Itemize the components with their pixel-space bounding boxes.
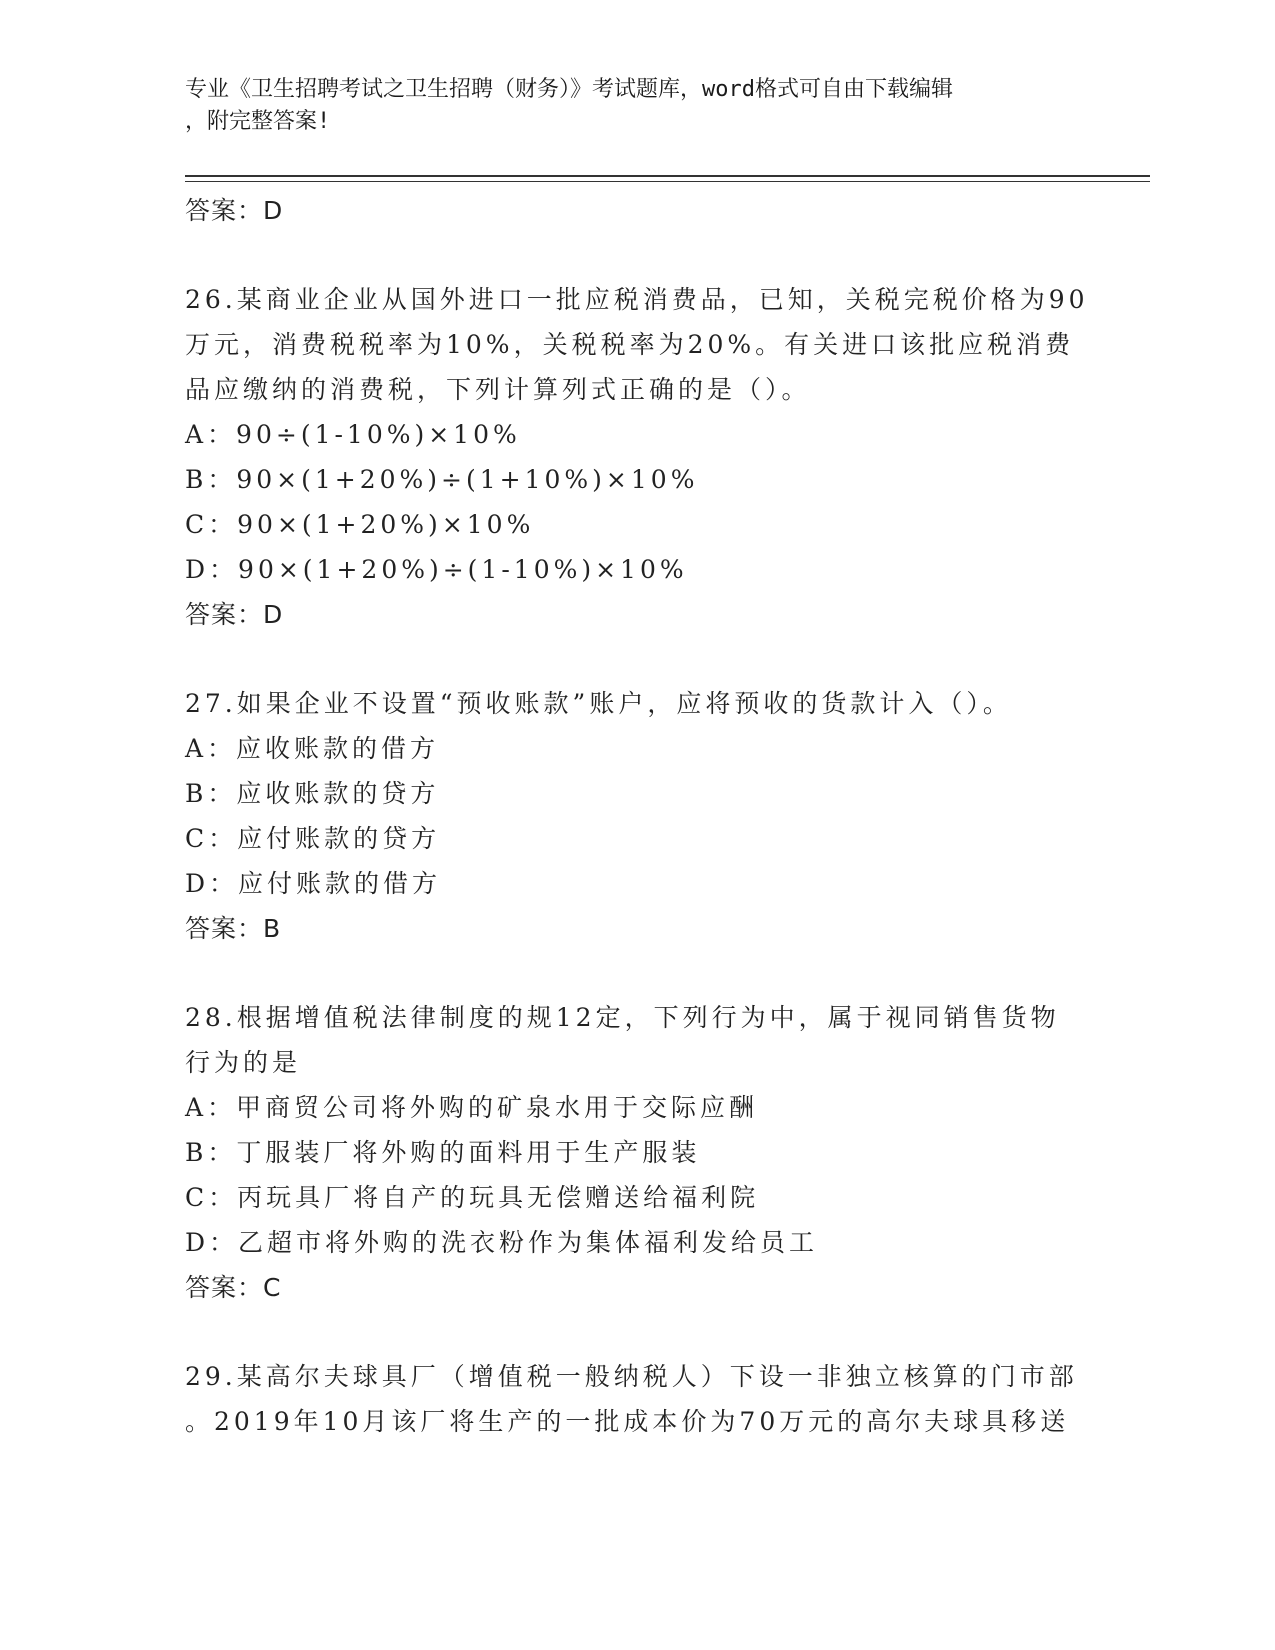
- option-b: B：丁服装厂将外购的面料用于生产服装: [185, 1138, 701, 1167]
- spacer: [185, 1310, 1085, 1354]
- document-header: [185, 74, 1085, 138]
- answer-line: 答案：D: [185, 600, 284, 629]
- question-text-line: 29.某高尔夫球具厂（增值税一般纳税人）下设一非独立核算的门市部: [185, 1362, 1078, 1391]
- header-rule-thick: [185, 175, 1150, 177]
- question-text-line: 行为的是: [185, 1048, 302, 1077]
- header-line-1: 专业《卫生招聘考试之卫生招聘（财务）》考试题库，word格式可自由下载编辑: [185, 77, 953, 102]
- header-rule-thin: [185, 181, 1150, 182]
- option-b: B：应收账款的贷方: [185, 779, 440, 808]
- spacer: [185, 951, 1085, 995]
- option-d: D：90×(1+20%)÷(1-10%)×10%: [185, 555, 688, 584]
- option-d: D：乙超市将外购的洗衣粉作为集体福利发给员工: [185, 1228, 819, 1257]
- question-text-line: 品应缴纳的消费税，下列计算列式正确的是（）。: [185, 375, 811, 404]
- question-block: [185, 1354, 1085, 1444]
- question-block: [185, 681, 1085, 951]
- question-block: [185, 995, 1085, 1310]
- question-block: [185, 277, 1089, 637]
- answer-line: 答案：B: [185, 914, 282, 943]
- question-list: [185, 188, 1089, 1444]
- option-a: A：甲商贸公司将外购的矿泉水用于交际应酬: [185, 1093, 759, 1122]
- question-text-line: 28.根据增值税法律制度的规12定，下列行为中，属于视同销售货物: [185, 1003, 1060, 1032]
- option-c: C：应付账款的贷方: [185, 824, 441, 853]
- question-text-line: 。2019年10月该厂将生产的一批成本价为70万元的高尔夫球具移送: [185, 1407, 1070, 1436]
- answer-line: 答案：C: [185, 1273, 282, 1302]
- option-d: D：应付账款的借方: [185, 869, 442, 898]
- question-text-line: 26.某商业企业从国外进口一批应税消费品，已知，关税完税价格为90: [185, 285, 1089, 314]
- spacer: [185, 637, 1085, 681]
- option-b: B：90×(1+20%)÷(1+10%)×10%: [185, 465, 699, 494]
- question-text-line: 万元，消费税税率为10%，关税税率为20%。有关进口该批应税消费: [185, 330, 1075, 359]
- header-line-2: ，附完整答案!: [185, 109, 331, 134]
- spacer: [185, 233, 1085, 277]
- answer-line: 答案：D: [185, 196, 284, 225]
- option-a: A：应收账款的借方: [185, 734, 440, 763]
- option-c: C：丙玩具厂将自产的玩具无偿赠送给福利院: [185, 1183, 760, 1212]
- question-text-line: 27.如果企业不设置“预收账款”账户，应将预收的货款计入（）。: [185, 689, 1012, 718]
- option-c: C：90×(1+20%)×10%: [185, 510, 535, 539]
- option-a: A：90÷(1-10%)×10%: [185, 420, 521, 449]
